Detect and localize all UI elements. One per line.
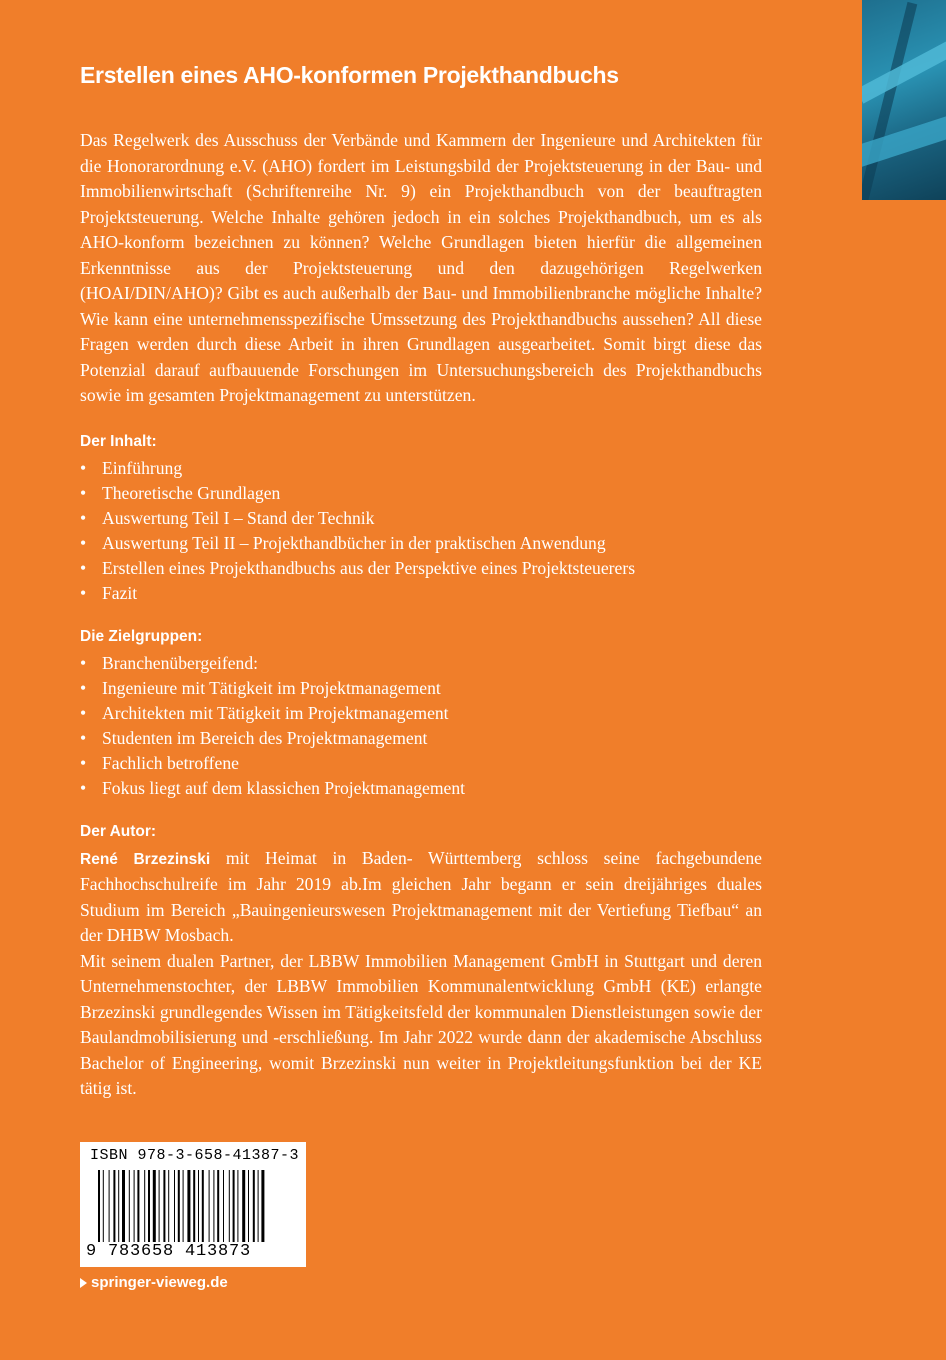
arrow-right-icon bbox=[80, 1278, 87, 1288]
barcode-bar bbox=[229, 1170, 230, 1242]
barcode-bar bbox=[237, 1170, 238, 1242]
list-item: • Erstellen eines Projekthandbuchs aus der Perspektive eines Projektsteuerers bbox=[80, 556, 762, 581]
list-item: • Theoretische Grundlagen bbox=[80, 481, 762, 506]
list-item: • Architekten mit Tätigkeit im Projektmanagement bbox=[80, 701, 762, 726]
barcode-bar bbox=[209, 1170, 210, 1242]
list-item: • Fazit bbox=[80, 581, 762, 606]
barcode-bar bbox=[109, 1170, 110, 1242]
barcode-bar bbox=[129, 1170, 130, 1242]
publisher-link[interactable] bbox=[80, 1274, 228, 1291]
author-heading: Der Autor: bbox=[80, 822, 157, 840]
barcode-bar bbox=[213, 1170, 214, 1242]
contents-heading: Der Inhalt: bbox=[80, 432, 157, 450]
list-item: • Fachlich betroffene bbox=[80, 751, 762, 776]
isbn-label: ISBN 978-3-658-41387-3 bbox=[90, 1147, 300, 1164]
barcode-bar bbox=[223, 1170, 224, 1242]
barcode-bar bbox=[159, 1170, 160, 1242]
photo-beam bbox=[862, 107, 946, 171]
barcode-bar bbox=[113, 1170, 115, 1242]
barcode-bar bbox=[217, 1170, 219, 1242]
barcode-bar bbox=[163, 1170, 165, 1242]
back-cover-content bbox=[80, 60, 762, 1102]
list-item: • Fokus liegt auf dem klassichen Projektmanagement bbox=[80, 776, 762, 801]
barcode-bar bbox=[144, 1170, 145, 1242]
barcode-bar bbox=[122, 1170, 125, 1242]
list-item: • Auswertung Teil I – Stand der Technik bbox=[80, 506, 762, 531]
barcode-bar bbox=[153, 1170, 156, 1242]
contents-list bbox=[80, 456, 762, 606]
abstract-text: Das Regelwerk des Ausschuss der Verbände und Kammern der Ingenieure und Architekten für die Honorarordnung e.V. (AHO) fordert im Leistungsbild der Projektsteuerung in der Bau- und Immobilienwirtschaft (Schriftenreihe Nr. 9) ein Projekthandbuch von der beauftragten Projektsteuerung. Welche Inhalte gehören jedoch in ein solches Projekthandbuch, um es als AHO-konform bezeichnen zu können? Welche Grundlagen bieten hierfür die allgemeinen Erkenntnisse aus der Projektsteuerung und den dazugehörigen Regelwerken (HOAI/DIN/AHO)? Gibt es auch außerhalb der Bau- und Immobilienbranche mögliche Inhalte? Wie kann eine unternehmensspezifische Umssetzung des Projekthandbuchs aussehen? All diese Fragen werden durch diese Arbeit in ihren Grundlagen ausgearbeitet. Somit birgt diese das Potenzial darauf aufbauuende Forschungen im Untersuchungsbereich des Projekthandbuchs sowie im gesamten Projektmanagement zu unterstützen. bbox=[80, 130, 762, 405]
barcode-bar bbox=[193, 1170, 195, 1242]
list-item: • Branchenübergeifend: bbox=[80, 651, 762, 676]
barcode-bar bbox=[202, 1170, 204, 1242]
isbn-barcode-box bbox=[80, 1142, 306, 1267]
audience-heading: Die Zielgruppen: bbox=[80, 627, 203, 645]
barcode-bar bbox=[242, 1170, 245, 1242]
barcode-bar bbox=[187, 1170, 190, 1242]
barcode-digits: 9 783658 413873 bbox=[86, 1242, 252, 1261]
barcode-bar bbox=[258, 1170, 259, 1242]
author-bio bbox=[80, 846, 762, 949]
barcode-bar bbox=[103, 1170, 104, 1242]
list-item: • Studenten im Bereich des Projektmanagement bbox=[80, 726, 762, 751]
author-bio-continued: Mit seinem dualen Partner, der LBBW Immobilien Management GmbH in Stuttgart und deren Unternehmenstochter, der LBBW Immobilien Kommunalentwicklung GmbH (KE) erlangte Brzezinski grundlegendes Wissen im Tätigkeitsfeld der kommunalen Dienstleistungen sowie der Baulandmobilisierung und -erschließung. Im Jahr 2022 wurde dann der akademische Abschluss Bachelor of Engineering, womit Brzezinski nun weiter in Projektleitungsfunktion bei der KE tätig ist. bbox=[80, 950, 762, 1098]
list-item: • Einführung bbox=[80, 456, 762, 481]
list-item: • Auswertung Teil II – Projekthandbücher in der praktischen Anwendung bbox=[80, 531, 762, 556]
publisher-link-text: springer-vieweg.de bbox=[91, 1274, 228, 1291]
barcode-bar bbox=[168, 1170, 169, 1242]
audience-list bbox=[80, 651, 762, 801]
barcode-bar bbox=[174, 1170, 175, 1242]
barcode-bar bbox=[98, 1170, 100, 1242]
barcode-bar bbox=[198, 1170, 199, 1242]
barcode-bar bbox=[183, 1170, 184, 1242]
barcode-bar bbox=[253, 1170, 255, 1242]
barcode-bar bbox=[178, 1170, 180, 1242]
author-name: René Brzezinski bbox=[80, 850, 211, 868]
barcode-bar bbox=[148, 1170, 150, 1242]
barcode-bar bbox=[248, 1170, 249, 1242]
cover-photo-strip bbox=[862, 0, 946, 200]
barcode-bar bbox=[134, 1170, 135, 1242]
photo-beam bbox=[862, 2, 917, 200]
barcode-bar bbox=[118, 1170, 119, 1242]
author-bio-text: mit Heimat in Baden- Württemberg schloss seine fachgebundene Fachhochschulreife im Jahr 2019 ab.Im gleichen Jahr begann er sein dreijähriges duales Studium im Bereich „Bauingenieurswesen Projektmanagement mit der Vertiefung Tiefbau“ an der DHBW Mosbach. bbox=[80, 847, 762, 945]
barcode-bar bbox=[261, 1170, 264, 1242]
list-item: • Ingenieure mit Tätigkeit im Projektmanagement bbox=[80, 676, 762, 701]
barcode bbox=[98, 1170, 296, 1242]
barcode-bar bbox=[233, 1170, 235, 1242]
book-title: Erstellen eines AHO-konformen Projekthandbuchs bbox=[80, 62, 619, 88]
barcode-bar bbox=[137, 1170, 139, 1242]
